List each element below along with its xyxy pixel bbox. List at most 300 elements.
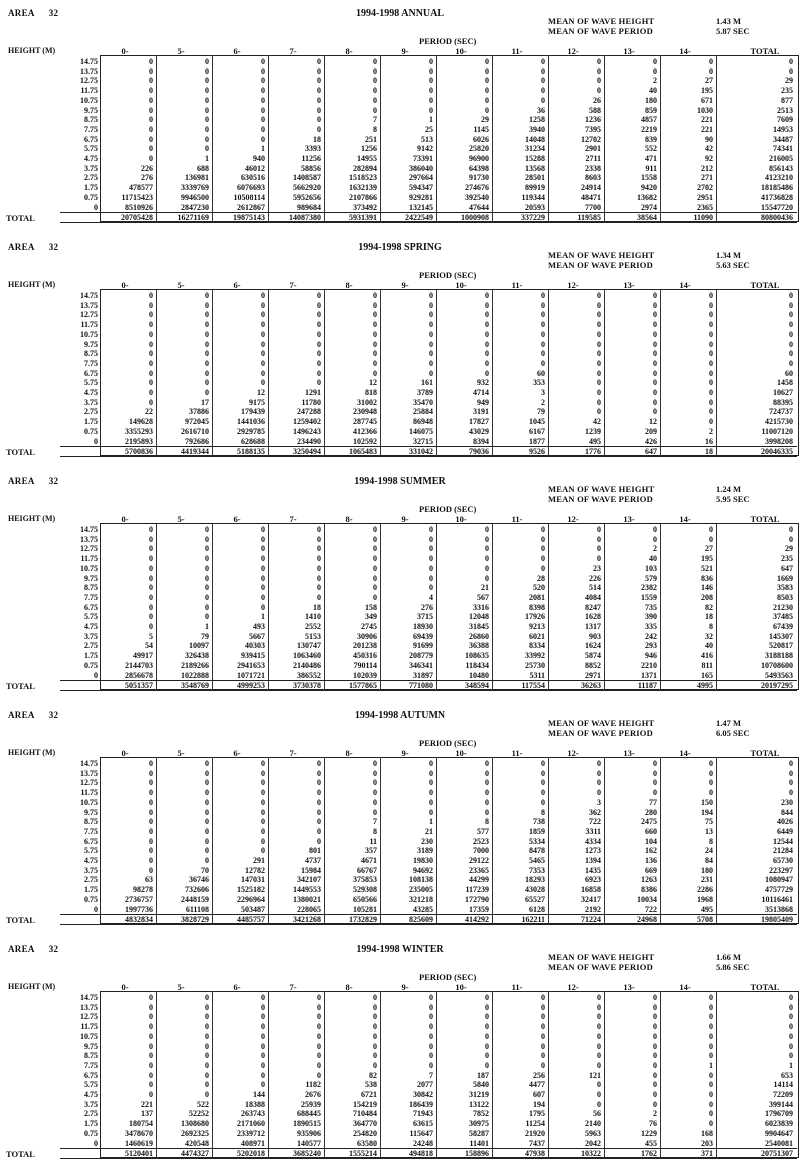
total-cell: 11187 bbox=[637, 681, 657, 690]
table-cell: 2 bbox=[709, 426, 713, 436]
table-cell: 25 bbox=[425, 124, 433, 134]
table-cell: 0 bbox=[653, 1080, 657, 1090]
table-cell: 0 bbox=[597, 993, 601, 1002]
table-cell: 0 bbox=[317, 788, 321, 798]
table-cell: 0 bbox=[485, 95, 489, 105]
table-cell: 28 bbox=[537, 573, 545, 583]
table-cell: 0 bbox=[653, 378, 657, 388]
table-cell: 0 bbox=[429, 1022, 433, 1032]
table-cell: 0 bbox=[317, 1002, 321, 1012]
mean-period-label: MEAN OF WAVE PERIOD bbox=[548, 260, 653, 270]
total-cell: 79036 bbox=[469, 447, 489, 456]
height-row-label: 4.75 bbox=[84, 154, 98, 163]
table-cell: 0 bbox=[317, 1070, 321, 1080]
period-column-header: 5- bbox=[177, 46, 185, 56]
table-cell: 36746 bbox=[189, 875, 209, 885]
height-row-label: 14.75 bbox=[80, 993, 98, 1002]
table-cell: 230948 bbox=[353, 407, 377, 417]
table-cell: 31845 bbox=[469, 622, 489, 631]
table-cell: 0 bbox=[317, 310, 321, 320]
table-cell: 0 bbox=[653, 1022, 657, 1032]
table-section bbox=[0, 938, 800, 1166]
table-cell: 0 bbox=[149, 1002, 153, 1012]
table-cell: 64398 bbox=[469, 163, 489, 173]
table-cell: 2 bbox=[653, 76, 657, 86]
table-cell: 3 bbox=[597, 797, 601, 807]
table-cell: 1317 bbox=[585, 622, 601, 631]
table-cell: 0 bbox=[709, 534, 713, 544]
table-cell: 65730 bbox=[773, 856, 793, 865]
mean-period-value: 6.05 SEC bbox=[716, 728, 750, 738]
table-cell: 67439 bbox=[773, 622, 793, 631]
table-cell: 412366 bbox=[353, 426, 377, 436]
table-cell: 0 bbox=[597, 1012, 601, 1022]
table-cell: 0 bbox=[709, 388, 713, 397]
table-cell: 9213 bbox=[529, 622, 545, 631]
table-cell: 0 bbox=[429, 563, 433, 573]
table-cell: 2077 bbox=[417, 1080, 433, 1090]
table-cell: 11256 bbox=[301, 154, 321, 163]
table-cell: 0 bbox=[205, 807, 209, 817]
table-cell: 1624 bbox=[585, 641, 601, 651]
table-cell: 0 bbox=[597, 1022, 601, 1032]
height-row-label: 0.75 bbox=[84, 426, 98, 436]
table-cell: 242 bbox=[645, 631, 657, 641]
table-cell: 195 bbox=[701, 86, 713, 96]
height-row-label: 12.75 bbox=[80, 778, 98, 788]
table-cell: 8503 bbox=[777, 592, 793, 602]
period-column-header: 13- bbox=[623, 982, 635, 992]
height-row-label: 13.75 bbox=[80, 1002, 98, 1012]
table-cell: 0 bbox=[149, 329, 153, 339]
table-cell: 0 bbox=[261, 1070, 265, 1080]
table-cell: 16858 bbox=[581, 885, 601, 895]
table-cell: 6449 bbox=[777, 826, 793, 836]
table-cell: 0 bbox=[789, 778, 793, 788]
height-row-label: 0.75 bbox=[84, 660, 98, 670]
period-column-header: 0- bbox=[121, 982, 129, 992]
table-cell: 0 bbox=[261, 1080, 265, 1090]
table-cell: 0 bbox=[653, 1090, 657, 1099]
table-cell: 0 bbox=[149, 1060, 153, 1070]
table-cell: 1229 bbox=[641, 1128, 657, 1138]
total-cell: 47938 bbox=[525, 1149, 545, 1158]
height-row-label: 2.75 bbox=[84, 1109, 98, 1119]
table-cell: 0 bbox=[653, 1012, 657, 1022]
total-cell: 1577865 bbox=[349, 681, 377, 690]
table-cell: 0 bbox=[205, 134, 209, 144]
total-cell: 119585 bbox=[577, 213, 601, 222]
table-cell: 0 bbox=[261, 358, 265, 368]
table-cell: 0 bbox=[205, 525, 209, 534]
table-cell: 0 bbox=[541, 339, 545, 349]
table-cell: 513 bbox=[421, 134, 433, 144]
table-cell: 4334 bbox=[585, 836, 601, 846]
table-cell: 0 bbox=[429, 525, 433, 534]
table-cell: 0 bbox=[149, 86, 153, 96]
table-cell: 0 bbox=[541, 291, 545, 300]
table-cell: 0 bbox=[149, 563, 153, 573]
table-cell: 10116461 bbox=[761, 894, 793, 904]
table-cell: 6076693 bbox=[237, 183, 265, 193]
table-cell: 7395 bbox=[585, 124, 601, 134]
table-cell: 588 bbox=[589, 105, 601, 115]
table-cell: 0 bbox=[373, 993, 377, 1002]
table-cell: 0 bbox=[261, 534, 265, 544]
table-cell: 0 bbox=[709, 320, 713, 330]
table-cell: 0 bbox=[485, 563, 489, 573]
total-cell: 5708 bbox=[697, 915, 713, 924]
table-cell: 0 bbox=[653, 1031, 657, 1041]
table-cell: 0 bbox=[261, 846, 265, 856]
table-cell: 653 bbox=[781, 1070, 793, 1080]
table-cell: 722 bbox=[589, 817, 601, 827]
table-cell: 32417 bbox=[581, 894, 601, 904]
table-cell: 0 bbox=[429, 534, 433, 544]
table-cell: 104 bbox=[645, 836, 657, 846]
area-label: AREA 32 bbox=[8, 8, 59, 18]
table-cell: 0 bbox=[149, 95, 153, 105]
table-cell: 0 bbox=[261, 291, 265, 300]
table-cell: 0 bbox=[789, 1051, 793, 1061]
table-cell: 58287 bbox=[469, 1128, 489, 1138]
table-cell: 0 bbox=[485, 993, 489, 1002]
table-cell: 0 bbox=[205, 1022, 209, 1032]
height-row-label: 6.75 bbox=[84, 602, 98, 612]
table-cell: 0 bbox=[597, 310, 601, 320]
table-cell: 0 bbox=[541, 1051, 545, 1061]
table-cell: 1496243 bbox=[293, 426, 321, 436]
table-cell: 46012 bbox=[245, 163, 265, 173]
table-cell: 669 bbox=[645, 865, 657, 875]
table-cell: 32715 bbox=[413, 436, 433, 446]
table-cell: 0 bbox=[653, 291, 657, 300]
table-cell: 280 bbox=[645, 807, 657, 817]
table-cell: 33992 bbox=[525, 651, 545, 661]
table-cell: 0 bbox=[149, 368, 153, 378]
table-cell: 63580 bbox=[357, 1138, 377, 1148]
total-row-label: TOTAL bbox=[6, 915, 35, 925]
table-cell: 0 bbox=[317, 554, 321, 564]
table-cell: 221 bbox=[701, 124, 713, 134]
table-cell: 52252 bbox=[189, 1109, 209, 1119]
table-cell: 63615 bbox=[413, 1119, 433, 1129]
table-cell: 0 bbox=[485, 368, 489, 378]
table-cell: 8394 bbox=[473, 436, 489, 446]
table-cell: 2540081 bbox=[765, 1138, 793, 1148]
table-cell: 0 bbox=[597, 358, 601, 368]
table-cell: 818 bbox=[365, 388, 377, 397]
table-cell: 0 bbox=[709, 1041, 713, 1051]
table-cell: 2081 bbox=[529, 592, 545, 602]
table-cell: 2144703 bbox=[125, 660, 153, 670]
table-cell: 349 bbox=[365, 612, 377, 622]
table-cell: 0 bbox=[373, 358, 377, 368]
table-cell: 0 bbox=[205, 778, 209, 788]
table-cell: 2552 bbox=[305, 622, 321, 631]
total-cell: 162211 bbox=[521, 915, 545, 924]
table-cell: 147031 bbox=[241, 875, 265, 885]
total-cell: 5188135 bbox=[237, 447, 265, 456]
table-cell: 0 bbox=[429, 1031, 433, 1041]
table-cell: 221 bbox=[701, 115, 713, 125]
table-cell: 27 bbox=[705, 544, 713, 554]
total-cell: 20197295 bbox=[761, 681, 793, 690]
table-cell: 0 bbox=[653, 1041, 657, 1051]
table-cell: 0 bbox=[485, 310, 489, 320]
table-cell: 1449553 bbox=[293, 885, 321, 895]
table-cell: 0 bbox=[317, 817, 321, 827]
table-cell: 0 bbox=[653, 768, 657, 778]
table-cell: 0 bbox=[205, 57, 209, 66]
table-cell: 0 bbox=[789, 759, 793, 768]
table-cell: 0 bbox=[485, 778, 489, 788]
table-cell: 1308680 bbox=[181, 1119, 209, 1129]
table-cell: 0 bbox=[429, 993, 433, 1002]
table-cell: 0 bbox=[541, 778, 545, 788]
table-cell: 0 bbox=[709, 778, 713, 788]
period-column-header: 12- bbox=[567, 748, 579, 758]
total-cell: 71224 bbox=[581, 915, 601, 924]
table-cell: 0 bbox=[373, 534, 377, 544]
table-cell: 0 bbox=[149, 105, 153, 115]
table-cell: 478577 bbox=[129, 183, 153, 193]
height-row-label: 1.75 bbox=[84, 1119, 98, 1129]
table-cell: 552 bbox=[645, 144, 657, 154]
table-cell: 0 bbox=[261, 76, 265, 86]
table-cell: 17359 bbox=[469, 904, 489, 914]
table-cell: 0 bbox=[149, 124, 153, 134]
table-cell: 0 bbox=[653, 339, 657, 349]
period-column-header: 9- bbox=[401, 748, 409, 758]
section-title: 1994-1998 WINTER bbox=[356, 944, 444, 955]
table-cell: 274676 bbox=[465, 183, 489, 193]
table-cell: 158 bbox=[365, 602, 377, 612]
total-cell: 1762 bbox=[641, 1149, 657, 1158]
table-cell: 0 bbox=[205, 115, 209, 125]
table-cell: 18930 bbox=[413, 622, 433, 631]
table-cell: 455 bbox=[645, 1138, 657, 1148]
table-cell: 0 bbox=[789, 349, 793, 359]
table-cell: 0 bbox=[149, 865, 153, 875]
table-cell: 1182 bbox=[305, 1080, 321, 1090]
table-cell: 65527 bbox=[525, 894, 545, 904]
height-row-label: 8.75 bbox=[84, 349, 98, 359]
table-cell: 0 bbox=[149, 291, 153, 300]
height-row-label: 13.75 bbox=[80, 300, 98, 310]
table-cell: 0 bbox=[149, 846, 153, 856]
table-cell: 495 bbox=[589, 436, 601, 446]
table-cell: 2448159 bbox=[181, 894, 209, 904]
height-row-label: 11.75 bbox=[80, 788, 98, 798]
table-cell: 671 bbox=[701, 95, 713, 105]
table-cell: 1559 bbox=[641, 592, 657, 602]
table-cell: 5662920 bbox=[293, 183, 321, 193]
table-cell: 0 bbox=[597, 1060, 601, 1070]
table-cell: 0 bbox=[205, 358, 209, 368]
table-cell: 522 bbox=[197, 1099, 209, 1109]
table-cell: 0 bbox=[317, 66, 321, 76]
height-row-label: 9.75 bbox=[84, 339, 98, 349]
table-cell: 3478670 bbox=[125, 1128, 153, 1138]
table-cell: 4477 bbox=[529, 1080, 545, 1090]
table-cell: 0 bbox=[149, 134, 153, 144]
total-cell: 20751307 bbox=[761, 1149, 793, 1158]
table-cell: 0 bbox=[149, 300, 153, 310]
table-cell: 0 bbox=[597, 1031, 601, 1041]
table-cell: 844 bbox=[781, 807, 793, 817]
table-cell: 0 bbox=[261, 1051, 265, 1061]
table-cell: 263743 bbox=[241, 1109, 265, 1119]
table-cell: 0 bbox=[149, 397, 153, 407]
table-cell: 4123210 bbox=[765, 173, 793, 183]
table-cell: 2 bbox=[653, 1109, 657, 1119]
table-cell: 0 bbox=[789, 329, 793, 339]
table-cell: 282894 bbox=[353, 163, 377, 173]
table-cell: 2107866 bbox=[349, 192, 377, 202]
table-cell: 0 bbox=[317, 105, 321, 115]
table-cell: 0 bbox=[429, 573, 433, 583]
period-column-header: 10- bbox=[455, 982, 467, 992]
table-cell: 12048 bbox=[469, 612, 489, 622]
table-cell: 0 bbox=[261, 1002, 265, 1012]
total-cell: 36263 bbox=[581, 681, 601, 690]
table-cell: 2901 bbox=[585, 144, 601, 154]
table-cell: 216005 bbox=[769, 154, 793, 163]
table-cell: 0 bbox=[429, 768, 433, 778]
table-cell: 186439 bbox=[409, 1099, 433, 1109]
height-row-label: 10.75 bbox=[80, 1031, 98, 1041]
table-cell: 0 bbox=[261, 329, 265, 339]
table-cell: 2140 bbox=[585, 1119, 601, 1129]
table-cell: 180 bbox=[701, 865, 713, 875]
table-cell: 0 bbox=[317, 1060, 321, 1070]
table-cell: 7 bbox=[373, 817, 377, 827]
height-row-label: 13.75 bbox=[80, 66, 98, 76]
mean-period-value: 5.87 SEC bbox=[716, 26, 750, 36]
table-cell: 0 bbox=[597, 57, 601, 66]
height-row-label: 7.75 bbox=[84, 826, 98, 836]
table-cell: 84 bbox=[705, 856, 713, 865]
table-cell: 0 bbox=[653, 759, 657, 768]
table-cell: 0 bbox=[373, 1012, 377, 1022]
table-cell: 13568 bbox=[525, 163, 545, 173]
total-row-label: TOTAL bbox=[6, 681, 35, 691]
mean-height-value: 1.34 M bbox=[716, 250, 742, 260]
table-cell: 811 bbox=[701, 660, 713, 670]
table-cell: 26 bbox=[593, 95, 601, 105]
table-cell: 2941653 bbox=[237, 660, 265, 670]
table-cell: 9946500 bbox=[181, 192, 209, 202]
total-cell: 647 bbox=[645, 447, 657, 456]
height-row-label: 12.75 bbox=[80, 544, 98, 554]
table-cell: 161 bbox=[421, 378, 433, 388]
period-column-header: 11- bbox=[511, 514, 523, 524]
column-divider bbox=[716, 757, 717, 924]
table-cell: 0 bbox=[149, 612, 153, 622]
table-cell: 2 bbox=[653, 544, 657, 554]
period-header: PERIOD (SEC) bbox=[419, 504, 477, 514]
table-cell: 16 bbox=[705, 436, 713, 446]
table-cell: 932 bbox=[477, 378, 489, 388]
table-cell: 939415 bbox=[241, 651, 265, 661]
table-cell: 520817 bbox=[769, 641, 793, 651]
period-column-header: 13- bbox=[623, 748, 635, 758]
table-cell: 34487 bbox=[773, 134, 793, 144]
table-cell: 0 bbox=[317, 563, 321, 573]
table-cell: 0 bbox=[261, 339, 265, 349]
table-cell: 0 bbox=[205, 105, 209, 115]
table-cell: 2971 bbox=[585, 670, 601, 680]
table-cell: 0 bbox=[709, 339, 713, 349]
table-cell: 611108 bbox=[185, 904, 209, 914]
total-row-label: TOTAL bbox=[6, 1149, 35, 1159]
table-cell: 3789 bbox=[417, 388, 433, 397]
table-cell: 0 bbox=[317, 320, 321, 330]
height-row-label: 0 bbox=[94, 904, 98, 914]
table-cell: 76 bbox=[649, 1119, 657, 1129]
table-cell: 1460619 bbox=[125, 1138, 153, 1148]
period-column-header: 5- bbox=[177, 982, 185, 992]
table-cell: 17926 bbox=[525, 612, 545, 622]
mean-period-value: 5.63 SEC bbox=[716, 260, 750, 270]
table-cell: 0 bbox=[789, 1012, 793, 1022]
height-row-label: 11.75 bbox=[80, 1022, 98, 1032]
table-cell: 0 bbox=[261, 993, 265, 1002]
table-cell: 5 bbox=[149, 631, 153, 641]
table-cell: 3311 bbox=[585, 826, 601, 836]
table-cell: 450316 bbox=[353, 651, 377, 661]
table-cell: 0 bbox=[541, 563, 545, 573]
height-row-label: 10.75 bbox=[80, 329, 98, 339]
table-cell: 0 bbox=[485, 76, 489, 86]
height-row-label: 5.75 bbox=[84, 612, 98, 622]
table-cell: 0 bbox=[653, 397, 657, 407]
table-cell: 0 bbox=[709, 66, 713, 76]
total-cell: 24968 bbox=[637, 915, 657, 924]
table-cell: 11 bbox=[369, 836, 377, 846]
table-cell: 11254 bbox=[525, 1119, 545, 1129]
table-cell: 0 bbox=[205, 583, 209, 593]
table-cell: 0 bbox=[205, 76, 209, 86]
table-cell: 1458 bbox=[777, 378, 793, 388]
table-cell: 0 bbox=[205, 836, 209, 846]
height-row-label: 9.75 bbox=[84, 807, 98, 817]
table-cell: 37886 bbox=[189, 407, 209, 417]
table-cell: 911 bbox=[645, 163, 657, 173]
table-cell: 0 bbox=[485, 788, 489, 798]
table-cell: 0 bbox=[709, 788, 713, 798]
table-cell: 254820 bbox=[353, 1128, 377, 1138]
table-cell: 0 bbox=[149, 817, 153, 827]
table-cell: 0 bbox=[429, 329, 433, 339]
table-cell: 79 bbox=[537, 407, 545, 417]
table-cell: 520 bbox=[533, 583, 545, 593]
table-cell: 0 bbox=[709, 417, 713, 427]
total-cell: 5051357 bbox=[125, 681, 153, 690]
period-column-header: 11- bbox=[511, 46, 523, 56]
table-cell: 2475 bbox=[641, 817, 657, 827]
table-cell: 940 bbox=[253, 154, 265, 163]
table-cell: 5311 bbox=[529, 670, 545, 680]
table-cell: 4215730 bbox=[765, 417, 793, 427]
table-cell: 0 bbox=[205, 759, 209, 768]
table-cell: 8247 bbox=[585, 602, 601, 612]
table-cell: 0 bbox=[373, 544, 377, 554]
period-column-header: 0- bbox=[121, 280, 129, 290]
table-cell: 21920 bbox=[525, 1128, 545, 1138]
table-cell: 0 bbox=[149, 154, 153, 163]
